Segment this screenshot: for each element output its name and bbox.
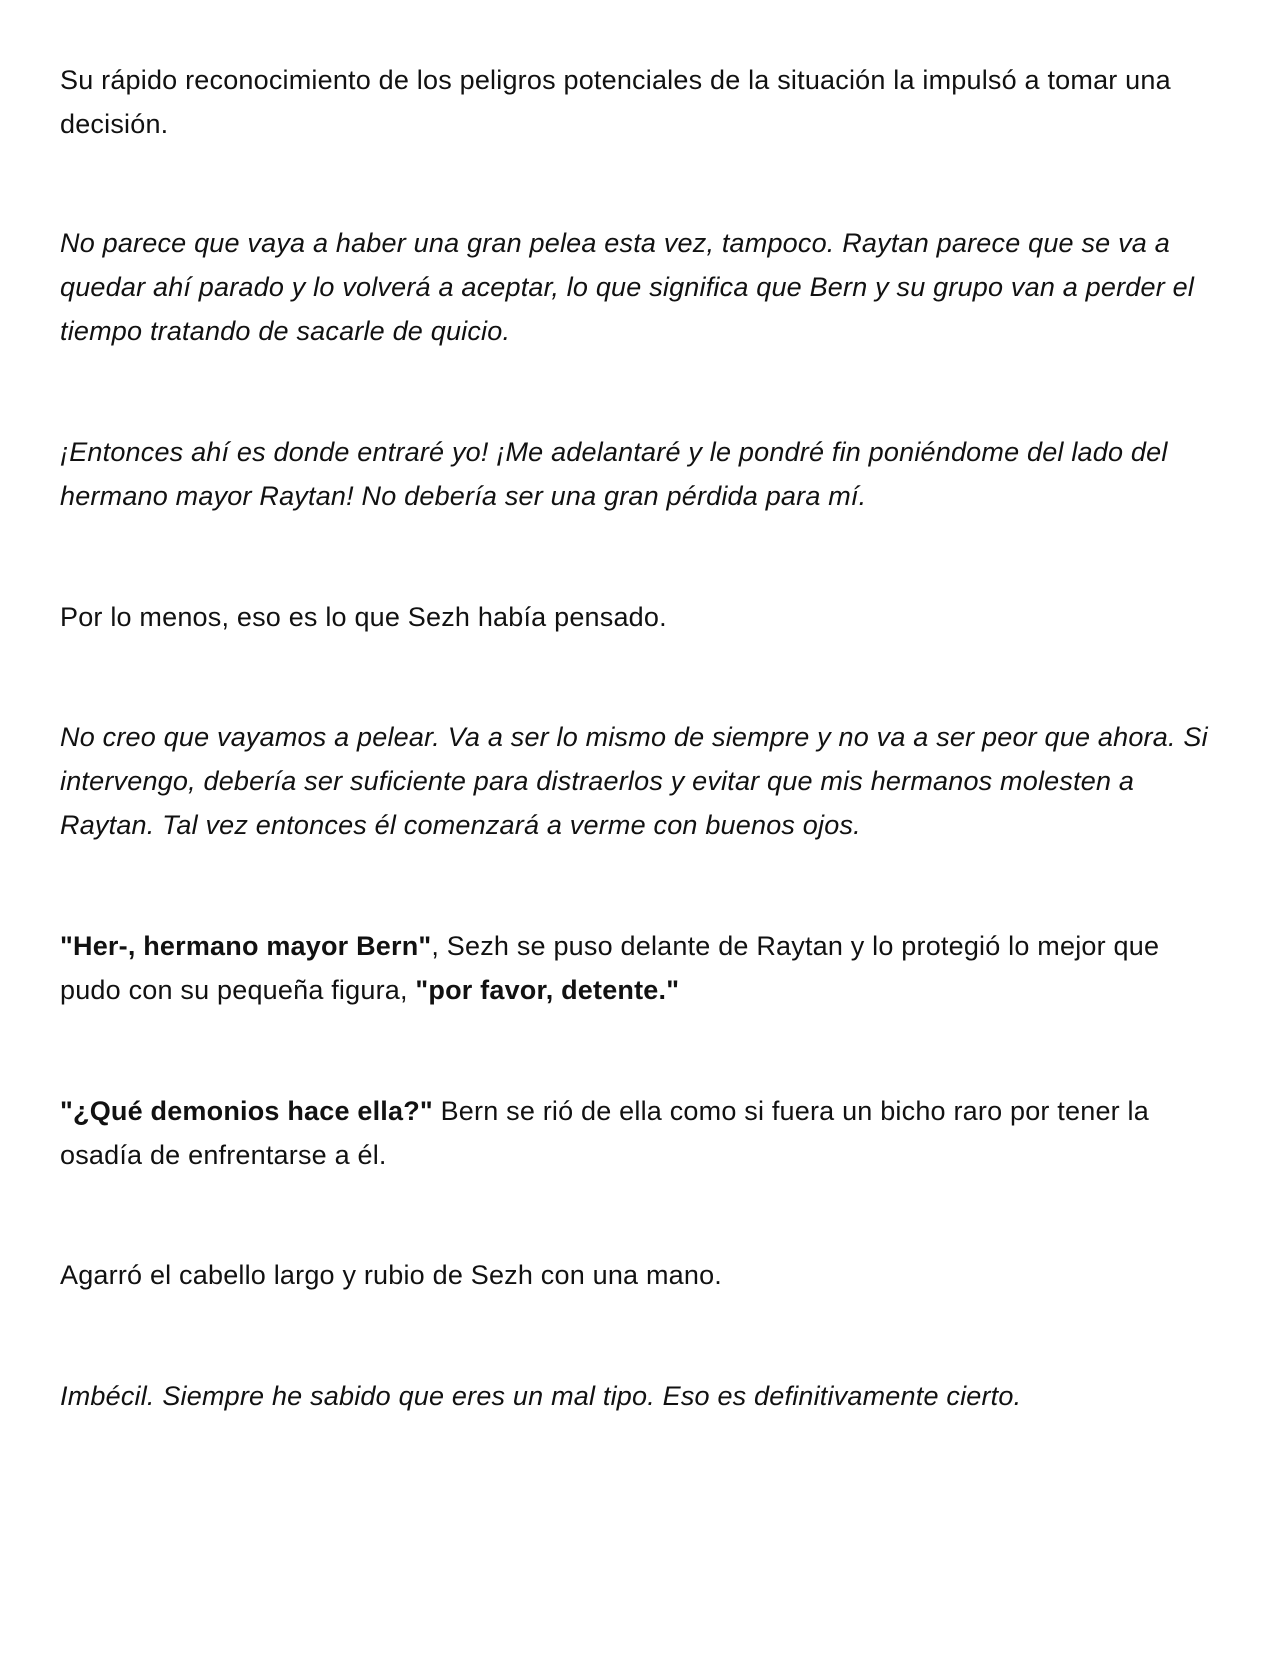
inner-thought-paragraph: No creo que vayamos a pelear. Va a ser lo mismo de siempre y no va a ser peor que ahora. Si intervengo, debería ser suficiente para distraerlos y evitar que mis hermanos molesten a Raytan. Tal vez entonces él comenzará a verme con buenos ojos. bbox=[60, 722, 1208, 840]
narration-paragraph: Su rápido reconocimiento de los peligros potenciales de la situación la impulsó a tomar una decisión. bbox=[60, 65, 1171, 139]
narration-paragraph: Por lo menos, eso es lo que Sezh había pensado. bbox=[60, 602, 667, 632]
inner-thought-paragraph: No parece que vaya a haber una gran pelea esta vez, tampoco. Raytan parece que se va a quedar ahí parado y lo volverá a aceptar, lo que significa que Bern y su grupo van a perder el tiempo tratando de sacarle de quicio. bbox=[60, 228, 1195, 346]
dialogue-paragraph bbox=[60, 924, 1225, 1012]
dialogue-quote: "¿Qué demonios hace ella?" bbox=[60, 1096, 433, 1126]
dialogue-narration: , Sezh se puso delante de Raytan y lo protegió lo mejor que pudo con su pequeña figura, bbox=[60, 931, 1160, 1005]
dialogue-narration: Bern se rió de ella como si fuera un bicho raro por tener la osadía de enfrentarse a él. bbox=[60, 1096, 1149, 1170]
inner-thought-paragraph: ¡Entonces ahí es donde entraré yo! ¡Me adelantaré y le pondré fin poniéndome del lado del hermano mayor Raytan! No debería ser una gran pérdida para mí. bbox=[60, 437, 1168, 511]
dialogue-paragraph bbox=[60, 1089, 1225, 1177]
narration-paragraph: Agarró el cabello largo y rubio de Sezh con una mano. bbox=[60, 1260, 723, 1290]
dialogue-quote: "por favor, detente." bbox=[415, 975, 680, 1005]
inner-thought-paragraph: Imbécil. Siempre he sabido que eres un mal tipo. Eso es definitivamente cierto. bbox=[60, 1381, 1022, 1411]
dialogue-quote: "Her-, hermano mayor Bern" bbox=[60, 931, 432, 961]
